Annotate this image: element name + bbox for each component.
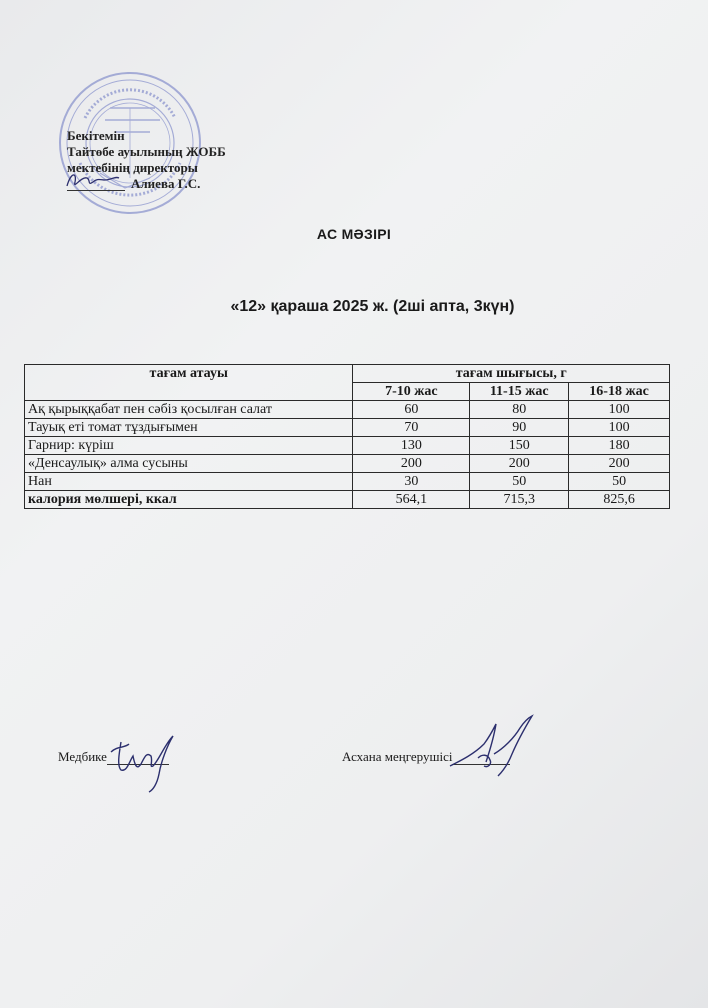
- document-title: АС МӘЗІРІ: [316, 226, 392, 242]
- portion-value: 150: [470, 437, 569, 455]
- canteen-label: Асхана меңгерушісі: [342, 749, 453, 764]
- portion-value: 130: [353, 437, 470, 455]
- menu-table: [24, 364, 670, 509]
- table-row: [25, 419, 670, 437]
- portion-value: 30: [353, 473, 470, 491]
- header-output: тағам шығысы, г: [353, 365, 670, 383]
- director-signature-icon: [61, 168, 131, 192]
- portion-value: 200: [470, 455, 569, 473]
- calorie-value: 715,3: [470, 491, 569, 509]
- nurse-signature: [58, 749, 169, 765]
- header-age-group: 7-10 жас: [353, 383, 470, 401]
- portion-value: 50: [470, 473, 569, 491]
- header-age-group: 11-15 жас: [470, 383, 569, 401]
- dish-name: «Денсаулық» алма сусыны: [25, 455, 353, 473]
- portion-value: 90: [470, 419, 569, 437]
- nurse-label: Медбике: [58, 749, 107, 764]
- portion-value: 200: [353, 455, 470, 473]
- approval-position: мектебінің директоры: [67, 160, 198, 175]
- canteen-signature-blank: [452, 750, 510, 765]
- approval-heading: Бекітемін: [67, 128, 125, 143]
- total-calories-row: [25, 491, 670, 509]
- nurse-signature-blank: [107, 750, 169, 765]
- portion-value: 60: [353, 401, 470, 419]
- table-header-row: [25, 365, 670, 383]
- header-age-group: 16-18 жас: [569, 383, 670, 401]
- document-date: «12» қараша 2025 ж. (2ші апта, 3күн): [230, 298, 515, 315]
- dish-name: Тауық еті томат тұздығымен: [25, 419, 353, 437]
- header-dish-name: тағам атауы: [25, 365, 353, 401]
- table-row: [25, 437, 670, 455]
- calorie-value: 825,6: [569, 491, 670, 509]
- portion-value: 200: [569, 455, 670, 473]
- calorie-value: 564,1: [353, 491, 470, 509]
- portion-value: 70: [353, 419, 470, 437]
- portion-value: 100: [569, 419, 670, 437]
- director-name: Алиева Г.С.: [131, 176, 201, 191]
- approval-school: Тайтөбе ауылының ЖОББ: [67, 144, 226, 159]
- nurse-signature-icon: [107, 726, 187, 796]
- dish-name: Нан: [25, 473, 353, 491]
- dish-name: Гарнир: күріш: [25, 437, 353, 455]
- director-signature-blank: [67, 178, 125, 191]
- portion-value: 100: [569, 401, 670, 419]
- canteen-signature-icon: [448, 714, 538, 784]
- portion-value: 50: [569, 473, 670, 491]
- portion-value: 80: [470, 401, 569, 419]
- canteen-signature: [342, 749, 510, 765]
- total-label: калория мөлшері, ккал: [25, 491, 353, 509]
- dish-name: Ақ қырыққабат пен сәбіз қосылған салат: [25, 401, 353, 419]
- director-signature-line: [67, 176, 226, 192]
- approval-block: [67, 128, 226, 192]
- table-row: [25, 455, 670, 473]
- portion-value: 180: [569, 437, 670, 455]
- table-row: [25, 473, 670, 491]
- table-row: [25, 401, 670, 419]
